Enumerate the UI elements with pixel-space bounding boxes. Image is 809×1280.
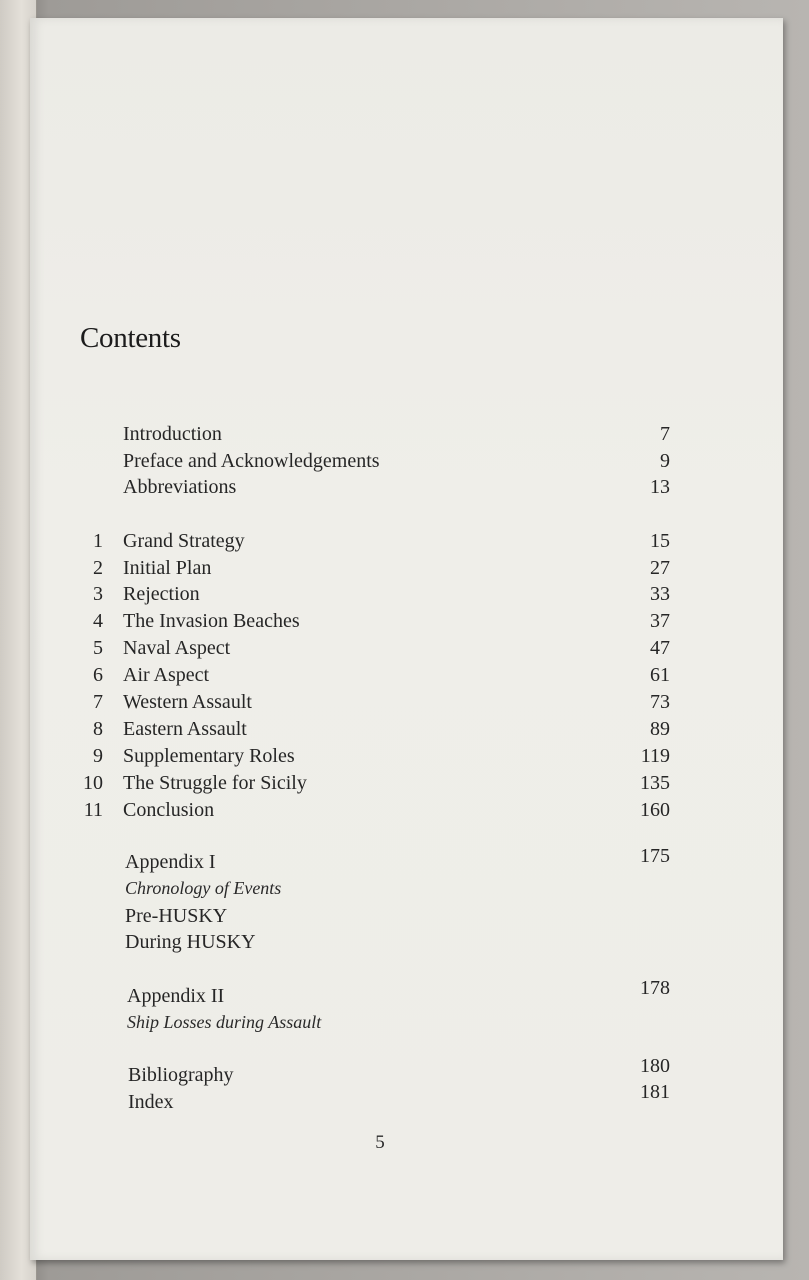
chapter-page: 73 <box>650 691 670 713</box>
toc-entry-page: 7 <box>660 423 670 445</box>
chapter-number: 5 <box>93 637 103 659</box>
chapter-page: 37 <box>650 610 670 632</box>
toc-appendix-1 <box>30 845 783 875</box>
chapter-title: The Struggle for Sicily <box>123 772 307 794</box>
chapter-page: 61 <box>650 664 670 686</box>
chapter-title: Grand Strategy <box>123 530 245 552</box>
toc-entry-title: Index <box>128 1091 174 1113</box>
toc-entry-title: Bibliography <box>128 1064 234 1086</box>
appendix-subtitle: Ship Losses during Assault <box>127 1012 322 1032</box>
toc-entry-introduction <box>30 421 783 447</box>
toc-entry-preface <box>30 448 783 474</box>
appendix-page: 175 <box>640 845 670 867</box>
chapter-page: 33 <box>650 583 670 605</box>
chapter-title: Air Aspect <box>123 664 210 686</box>
chapter-number: 11 <box>83 799 103 821</box>
page-title: Contents <box>80 322 181 354</box>
chapter-number: 3 <box>93 583 103 605</box>
appendix-subtitle: Chronology of Events <box>125 878 282 898</box>
toc-entry-bibliography <box>30 1055 783 1088</box>
book-page <box>30 18 783 1260</box>
chapter-number: 1 <box>93 530 103 552</box>
chapter-number: 7 <box>93 691 103 713</box>
chapter-number: 4 <box>93 610 103 632</box>
chapter-title: Supplementary Roles <box>123 745 295 767</box>
chapter-number: 9 <box>93 745 103 767</box>
contents-page <box>30 18 783 1260</box>
chapter-page: 27 <box>650 557 670 579</box>
chapter-page: 119 <box>640 745 670 767</box>
toc-chapter-1 <box>30 528 783 554</box>
toc-appendix-2 <box>30 977 783 1009</box>
toc-chapter-9 <box>30 743 783 769</box>
chapter-title: Naval Aspect <box>123 637 231 659</box>
toc-entry-title: Abbreviations <box>123 476 237 498</box>
toc-chapter-5 <box>30 635 783 661</box>
toc-entry-abbreviations <box>30 474 783 500</box>
chapter-page: 135 <box>640 772 670 794</box>
toc-entry-page: 180 <box>640 1055 670 1077</box>
toc-chapter-3 <box>30 581 783 607</box>
toc-entry-title: Introduction <box>123 423 222 445</box>
appendix-item <box>30 929 783 955</box>
chapter-number: 2 <box>93 557 103 579</box>
chapter-title: The Invasion Beaches <box>123 610 300 632</box>
toc-entry-index <box>30 1081 783 1115</box>
page-number: 5 <box>375 1132 385 1153</box>
chapter-page: 160 <box>640 799 670 821</box>
toc-chapter-2 <box>30 555 783 581</box>
chapter-title: Eastern Assault <box>123 718 247 740</box>
appendix-item <box>30 903 783 929</box>
chapter-number: 10 <box>83 772 103 794</box>
toc-chapter-6 <box>30 662 783 688</box>
appendix-item-label: Pre-HUSKY <box>125 905 228 927</box>
toc-entry-title: Preface and Acknowledgements <box>123 450 380 472</box>
chapter-title: Conclusion <box>123 799 215 821</box>
appendix-title: Appendix I <box>125 851 216 873</box>
chapter-page: 15 <box>650 530 670 552</box>
chapter-number: 8 <box>93 718 103 740</box>
toc-chapter-4 <box>30 608 783 634</box>
chapter-number: 6 <box>93 664 103 686</box>
toc-entry-page: 9 <box>660 450 670 472</box>
appendix-page: 178 <box>640 977 670 999</box>
appendix-item-label: During HUSKY <box>125 931 256 953</box>
toc-entry-page: 181 <box>640 1081 670 1103</box>
appendix-title: Appendix II <box>127 985 225 1007</box>
chapter-title: Initial Plan <box>123 557 212 579</box>
chapter-page: 47 <box>650 637 670 659</box>
toc-chapter-8 <box>30 716 783 742</box>
chapter-page: 89 <box>650 718 670 740</box>
chapter-title: Western Assault <box>123 691 252 713</box>
toc-chapter-7 <box>30 689 783 715</box>
chapter-title: Rejection <box>123 583 200 605</box>
toc-chapter-10 <box>30 770 783 796</box>
toc-chapter-11 <box>30 797 783 823</box>
toc-entry-page: 13 <box>650 476 670 498</box>
